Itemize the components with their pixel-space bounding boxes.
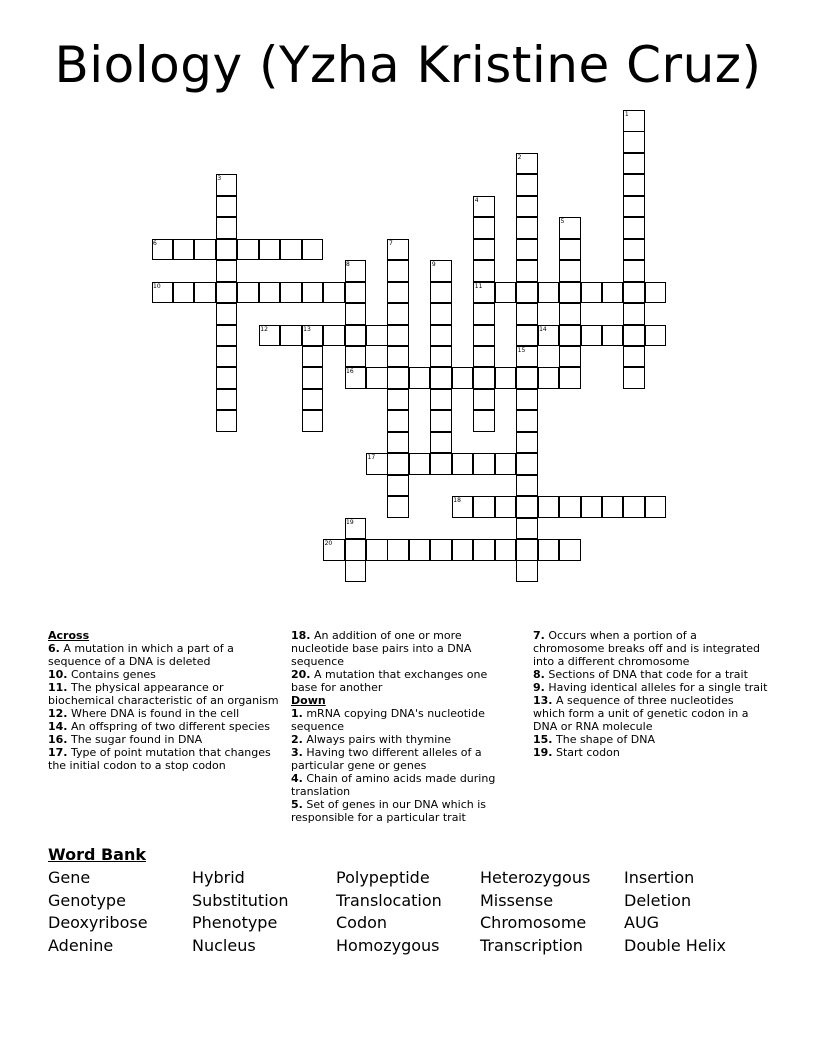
grid-cell[interactable] [430, 346, 452, 368]
clue-item-number: 17. [48, 746, 68, 759]
clue-item-text: An addition of one or more nucleotide base pairs into a DNA sequence [291, 629, 472, 668]
grid-cell[interactable] [559, 303, 581, 325]
grid-cell[interactable] [366, 367, 388, 389]
clue-item-text: The physical appearance or biochemical characteristic of an organism [48, 681, 279, 707]
grid-cell[interactable] [516, 282, 538, 304]
grid-cell[interactable] [516, 239, 538, 261]
clue-number-8: 8 [346, 261, 350, 269]
grid-cell[interactable] [516, 367, 538, 389]
grid-cell[interactable] [173, 282, 195, 304]
clue-number-17: 17 [367, 454, 376, 462]
word-bank-item: Nucleus [192, 936, 256, 955]
word-bank-item: Insertion [624, 868, 695, 887]
grid-cell[interactable] [345, 325, 367, 347]
clue-item-number: 2. [291, 733, 303, 746]
clue-item-text: Chain of amino acids made during translation [291, 772, 496, 798]
grid-cell[interactable] [216, 367, 238, 389]
grid-cell[interactable] [387, 496, 409, 518]
word-bank-item: Phenotype [192, 913, 278, 932]
grid-cell[interactable] [216, 303, 238, 325]
grid-cell[interactable] [538, 367, 560, 389]
clue-item [291, 798, 506, 824]
grid-cell[interactable] [623, 239, 645, 261]
grid-cell[interactable] [516, 518, 538, 540]
grid-cell[interactable] [387, 325, 409, 347]
clue-item-number: 1. [291, 707, 303, 720]
grid-cell[interactable] [302, 346, 324, 368]
grid-cell[interactable] [516, 410, 538, 432]
grid-cell[interactable] [387, 539, 409, 561]
grid-cell[interactable] [473, 453, 495, 475]
clue-item-number: 12. [48, 707, 68, 720]
clue-item-text: The shape of DNA [552, 733, 655, 746]
grid-cell[interactable] [216, 239, 238, 261]
grid-cell[interactable] [581, 325, 603, 347]
clue-item-number: 16. [48, 733, 68, 746]
grid-cell[interactable] [345, 303, 367, 325]
grid-cell[interactable] [323, 325, 345, 347]
clue-item [291, 629, 506, 668]
grid-cell[interactable] [559, 282, 581, 304]
word-bank-item: Adenine [48, 936, 114, 955]
clue-item [291, 746, 506, 772]
clue-number-3: 3 [217, 175, 222, 183]
clue-item-text: Always pairs with thymine [302, 733, 452, 746]
grid-cell[interactable] [452, 453, 474, 475]
grid-cell[interactable] [495, 282, 517, 304]
clue-number-5: 5 [560, 218, 565, 226]
grid-cell[interactable] [623, 367, 645, 389]
grid-cell[interactable] [387, 367, 409, 389]
grid-cell[interactable] [623, 260, 645, 282]
clue-item [48, 668, 288, 681]
grid-cell[interactable] [216, 346, 238, 368]
clue-number-9: 9 [431, 261, 436, 269]
clue-column3 [533, 629, 769, 759]
grid-cell[interactable] [645, 282, 667, 304]
grid-cell[interactable] [495, 496, 517, 518]
grid-cell[interactable] [216, 389, 238, 411]
word-bank-item: Chromosome [480, 913, 587, 932]
clue-item [533, 733, 769, 746]
grid-cell[interactable] [516, 174, 538, 196]
grid-cell[interactable] [452, 539, 474, 561]
clue-column2 [291, 629, 506, 824]
clue-item-number: 13. [533, 694, 553, 707]
clue-item-number: 20. [291, 668, 311, 681]
grid-cell[interactable] [516, 475, 538, 497]
clue-item-text: Type of point mutation that changes the initial codon to a stop codon [48, 746, 271, 772]
word-bank-item: Deoxyribose [48, 913, 148, 932]
grid-cell[interactable] [473, 367, 495, 389]
grid-cell[interactable] [516, 303, 538, 325]
grid-cell[interactable] [623, 196, 645, 218]
clue-section-header: Across [48, 629, 90, 642]
grid-cell[interactable] [430, 432, 452, 454]
grid-cell[interactable] [473, 496, 495, 518]
grid-cell[interactable] [430, 539, 452, 561]
grid-cell[interactable] [602, 325, 624, 347]
grid-cell[interactable] [409, 539, 431, 561]
clue-column1 [48, 629, 288, 772]
grid-cell[interactable] [473, 303, 495, 325]
grid-cell[interactable] [495, 453, 517, 475]
word-bank-item: Hybrid [192, 868, 245, 887]
grid-cell[interactable] [581, 282, 603, 304]
clue-item-text: mRNA copying DNA's nucleotide sequence [291, 707, 485, 733]
clue-number-11: 11 [474, 282, 483, 290]
clue-number-10: 10 [153, 282, 161, 290]
grid-cell[interactable] [623, 282, 645, 304]
grid-cell[interactable] [216, 260, 238, 282]
grid-cell[interactable] [452, 367, 474, 389]
clue-item-number: 8. [533, 668, 545, 681]
grid-cell[interactable] [237, 239, 259, 261]
clue-item [291, 707, 506, 733]
grid-cell[interactable] [516, 260, 538, 282]
grid-cell[interactable] [387, 475, 409, 497]
word-bank-item: Transcription [480, 936, 583, 955]
grid-cell[interactable] [516, 389, 538, 411]
clue-number-14: 14 [539, 325, 547, 333]
grid-cell[interactable] [387, 410, 409, 432]
word-bank-item: Codon [336, 913, 388, 932]
grid-cell[interactable] [623, 174, 645, 196]
clue-number-20: 20 [324, 540, 333, 547]
clue-item-text: Where DNA is found in the cell [67, 707, 240, 720]
grid-cell[interactable] [387, 432, 409, 454]
grid-cell[interactable] [430, 367, 452, 389]
clue-item-text: Having two different alleles of a particular gene or genes [291, 746, 482, 772]
grid-cell[interactable] [516, 453, 538, 475]
grid-cell[interactable] [302, 389, 324, 411]
grid-cell[interactable] [387, 346, 409, 368]
grid-cell[interactable] [216, 217, 238, 239]
grid-cell[interactable] [259, 282, 281, 304]
grid-cell[interactable] [430, 410, 452, 432]
grid-cell[interactable] [516, 217, 538, 239]
clue-item-text: Set of genes in our DNA which is responsible for a particular trait [291, 798, 487, 824]
grid-cell[interactable] [216, 196, 238, 218]
grid-cell[interactable] [516, 539, 538, 561]
grid-cell[interactable] [516, 196, 538, 218]
clue-item [533, 629, 769, 668]
clue-item [48, 720, 288, 733]
grid-cell[interactable] [473, 539, 495, 561]
grid-cell[interactable] [194, 239, 216, 261]
word-bank-title: Word Bank [48, 845, 147, 864]
clue-item-text: Contains genes [67, 668, 156, 681]
grid-cell[interactable] [645, 325, 667, 347]
clue-item-number: 6. [48, 642, 60, 655]
clue-item [533, 694, 769, 733]
clue-item-number: 14. [48, 720, 68, 733]
clue-item-text: A mutation in which a part of a sequence of a DNA is deleted [48, 642, 234, 668]
grid-cell[interactable] [623, 153, 645, 175]
grid-cell[interactable] [194, 282, 216, 304]
grid-cell[interactable] [602, 282, 624, 304]
grid-cell[interactable] [345, 539, 367, 561]
grid-cell[interactable] [366, 539, 388, 561]
clue-item [533, 681, 769, 694]
clue-item [533, 668, 769, 681]
grid-cell[interactable] [516, 325, 538, 347]
grid-cell[interactable] [366, 325, 388, 347]
clue-item [291, 772, 506, 798]
grid-cell[interactable] [581, 496, 603, 518]
clue-item [291, 733, 506, 746]
word-bank-item: Homozygous [336, 936, 440, 955]
grid-cell[interactable] [495, 539, 517, 561]
grid-cell[interactable] [409, 453, 431, 475]
grid-cell[interactable] [473, 389, 495, 411]
grid-cell[interactable] [216, 282, 238, 304]
grid-cell[interactable] [430, 303, 452, 325]
clue-number-15: 15 [517, 346, 526, 354]
clue-item-number: 3. [291, 746, 303, 759]
clue-item [48, 733, 288, 746]
clue-number-4: 4 [474, 196, 479, 204]
clue-item-text: Having identical alleles for a single trait [544, 681, 768, 694]
word-bank-item: Polypeptide [336, 868, 430, 887]
clue-item-text: Occurs when a portion of a chromosome breaks off and is integrated into a different chromosome [533, 629, 760, 668]
grid-cell[interactable] [387, 303, 409, 325]
clue-number-2: 2 [517, 153, 522, 161]
clue-item-number: 10. [48, 668, 68, 681]
word-bank-item: Genotype [48, 891, 126, 910]
clue-number-16: 16 [346, 368, 354, 376]
grid-cell[interactable] [559, 367, 581, 389]
clue-item-number: 18. [291, 629, 311, 642]
grid-cell[interactable] [430, 389, 452, 411]
clue-item-text: A mutation that exchanges one base for another [291, 668, 488, 694]
word-bank-item: Substitution [192, 891, 289, 910]
grid-cell[interactable] [409, 367, 431, 389]
grid-cell[interactable] [473, 260, 495, 282]
clue-number-13: 13 [303, 325, 311, 333]
grid-cell[interactable] [516, 432, 538, 454]
grid-cell[interactable] [623, 217, 645, 239]
grid-cell[interactable] [623, 346, 645, 368]
grid-cell[interactable] [430, 453, 452, 475]
grid-cell[interactable] [259, 239, 281, 261]
clue-number-19: 19 [346, 518, 354, 526]
clue-number-6: 6 [153, 239, 157, 247]
clue-item-text: Start codon [552, 746, 620, 759]
grid-cell[interactable] [559, 260, 581, 282]
clue-item-number: 11. [48, 681, 68, 694]
clue-item [48, 642, 288, 668]
clue-section-header: Down [291, 694, 326, 707]
grid-cell[interactable] [516, 560, 538, 582]
clue-item [48, 707, 288, 720]
grid-cell[interactable] [387, 389, 409, 411]
grid-cell[interactable] [345, 346, 367, 368]
grid-cell[interactable] [602, 496, 624, 518]
grid-cell[interactable] [473, 346, 495, 368]
grid-cell[interactable] [302, 239, 324, 261]
clue-item-number: 19. [533, 746, 553, 759]
clue-item [48, 681, 288, 707]
grid-cell[interactable] [345, 282, 367, 304]
grid-cell[interactable] [645, 496, 667, 518]
grid-cell[interactable] [559, 496, 581, 518]
clue-item-text: An offspring of two different species [67, 720, 270, 733]
word-bank-item: Missense [480, 891, 554, 910]
grid-cell[interactable] [345, 560, 367, 582]
word-bank-item: Heterozygous [480, 868, 591, 887]
grid-cell[interactable] [516, 496, 538, 518]
grid-cell[interactable] [623, 131, 645, 153]
grid-cell[interactable] [559, 346, 581, 368]
grid-cell[interactable] [430, 282, 452, 304]
clue-item [533, 746, 769, 759]
grid-cell[interactable] [387, 260, 409, 282]
grid-cell[interactable] [323, 282, 345, 304]
grid-cell[interactable] [623, 325, 645, 347]
clue-item [291, 668, 506, 694]
grid-cell[interactable] [473, 239, 495, 261]
puzzle-title: Biology (Yzha Kristine Cruz) [54, 36, 762, 94]
grid-cell[interactable] [387, 453, 409, 475]
grid-cell[interactable] [538, 539, 560, 561]
word-bank-item: Gene [48, 868, 91, 887]
clue-number-18: 18 [453, 497, 461, 505]
grid-cell[interactable] [216, 410, 238, 432]
clue-item-text: A sequence of three nucleotides which form a unit of genetic codon in a DNA or RNA molecule [533, 694, 749, 733]
grid-cell[interactable] [302, 410, 324, 432]
clue-number-12: 12 [260, 325, 268, 333]
word-bank-item: Translocation [336, 891, 442, 910]
grid-cell[interactable] [173, 239, 195, 261]
grid-cell[interactable] [280, 239, 302, 261]
grid-cell[interactable] [623, 496, 645, 518]
grid-cell[interactable] [559, 239, 581, 261]
grid-cell[interactable] [538, 496, 560, 518]
clue-item-text: The sugar found in DNA [67, 733, 203, 746]
clue-item-number: 7. [533, 629, 545, 642]
clue-item-number: 5. [291, 798, 303, 811]
clue-item-text: Sections of DNA that code for a trait [544, 668, 748, 681]
clue-number-1: 1 [624, 111, 629, 118]
clue-item-number: 4. [291, 772, 303, 785]
grid-cell[interactable] [302, 282, 324, 304]
grid-cell[interactable] [495, 367, 517, 389]
grid-cell[interactable] [473, 325, 495, 347]
word-bank-item: AUG [624, 913, 660, 932]
clue-item [48, 746, 288, 772]
word-bank-item: Double Helix [624, 936, 727, 955]
grid-cell[interactable] [473, 217, 495, 239]
grid-cell[interactable] [623, 303, 645, 325]
grid-cell[interactable] [473, 410, 495, 432]
grid-cell[interactable] [280, 282, 302, 304]
grid-cell[interactable] [538, 282, 560, 304]
grid-cell[interactable] [559, 325, 581, 347]
grid-cell[interactable] [302, 367, 324, 389]
word-bank-item: Deletion [624, 891, 692, 910]
grid-cell[interactable] [387, 282, 409, 304]
clue-item-number: 15. [533, 733, 553, 746]
clue-item-number: 9. [533, 681, 545, 694]
grid-cell[interactable] [237, 282, 259, 304]
grid-cell[interactable] [559, 539, 581, 561]
grid-cell[interactable] [430, 325, 452, 347]
clue-number-7: 7 [388, 239, 393, 247]
grid-cell[interactable] [280, 325, 302, 347]
grid-cell[interactable] [216, 325, 238, 347]
